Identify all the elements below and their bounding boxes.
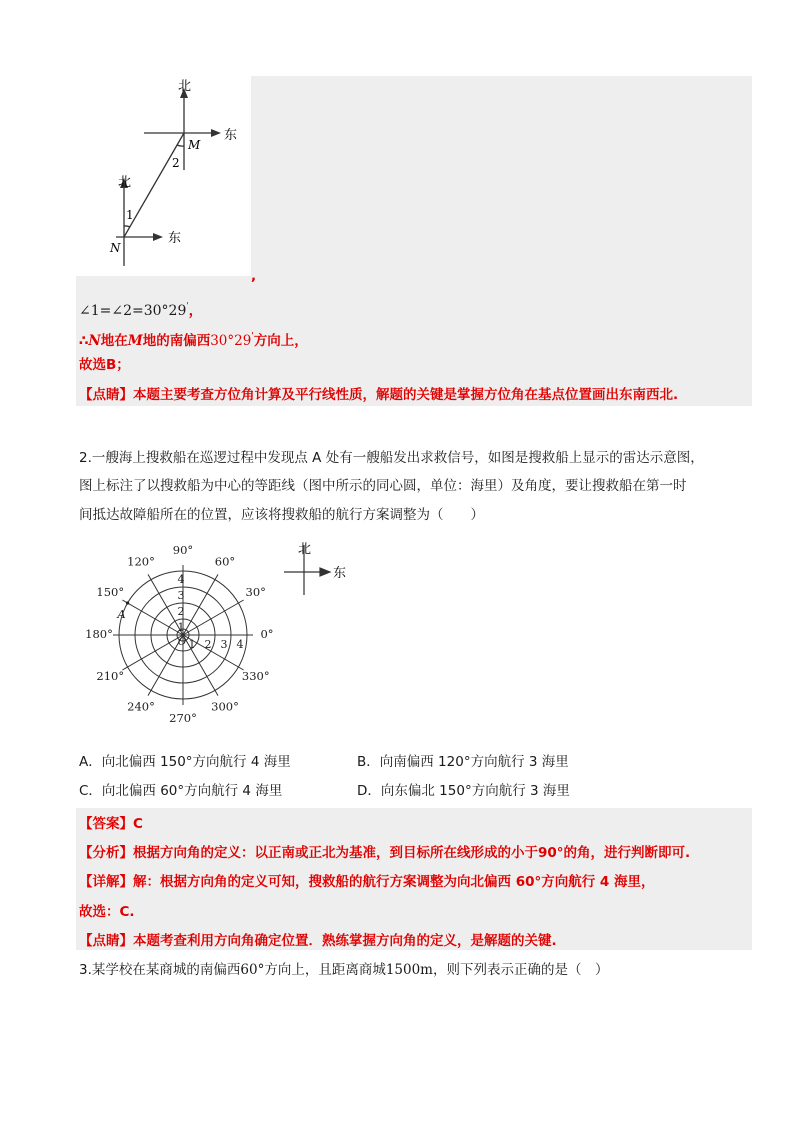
option-c: C．向北偏西 60°方向航行 4 海里 [79,783,283,799]
radar-spoke-30 [183,600,244,635]
conclusion-angle: 30°29 [210,333,252,349]
radar-ring-label-north-2: 2 [177,605,185,618]
comment1 [79,385,678,405]
radar-angle-label-0: 0° [260,627,274,641]
angle-arc-2 [177,145,184,146]
radar-point-a-label: A [117,607,126,621]
option-b: B．向南偏西 120°方向航行 3 海里 [357,754,569,770]
detail [79,872,655,892]
angle-equation-tail: ， [188,303,203,319]
choose-c: 故选：C. [79,904,135,920]
radar-angle-label-120: 120° [127,554,155,569]
radar-angle-label-300: 300° [211,699,239,714]
answer-c: 【答案】C [79,816,143,832]
compass-east-arrow [320,568,330,576]
conclusion-tail: 方向上， [253,333,308,349]
radar-spoke-60 [183,574,218,635]
radar-spoke-150 [122,600,183,635]
detail-tag: 【详解】 [79,874,133,890]
comment2 [79,931,557,951]
option-d: D．向东偏北 150°方向航行 3 海里 [357,783,570,799]
radar-ring-label-east-4: 4 [236,638,244,651]
angle-equation [79,296,203,321]
east-label-top: 东 [224,128,238,143]
radar-angle-label-210: 210° [96,669,125,683]
radar-angle-label-330: 330° [241,669,270,683]
direction-diagram [100,78,260,278]
detail-text: 解：根据方向角的定义可知，搜救船的航行方案调整为向北偏西 60°方向航行 4 海里， [133,874,655,890]
radar-ring-label-east-2: 2 [204,638,212,651]
label-m: M [188,138,201,152]
radar-angle-label-270: 270° [169,711,197,725]
point-n: N [88,333,101,349]
conclusion-sup: ' [251,331,254,340]
conclusion-mid2: 地的南偏西 [142,333,211,349]
comment2-text: 本题考查利用方向角确定位置．熟练掌握方向角的定义，是解题的关键. [133,933,557,949]
analysis-tag: 【分析】 [79,845,133,861]
north-label-bottom: 北 [118,175,132,190]
fig1-trailing-comma: , [251,268,257,284]
q3-prefix: 3.某学校在某商城的南偏西 [79,962,241,978]
angle-equation-text: ∠1=∠2=30°29 [79,303,187,319]
radar-angle-label-90: 90° [172,543,194,557]
label-2: 2 [172,156,180,170]
radar-point-a [126,601,129,604]
q2-line2: 图上标注了以搜救船为中心的等距线（图中所示的同心圆，单位：海里）及角度，要让搜救船在第一时 [79,478,687,494]
north-label-top: 北 [178,79,192,94]
point-m: M [127,333,143,349]
radar-angle-label-240: 240° [127,699,155,714]
choose-b: 故选B； [79,357,130,373]
angle-arc-1 [124,226,130,227]
angle-equation-sup: ' [186,301,189,310]
analysis-text: 根据方向角的定义：以正南或正北为基准，到目标所在线形成的小于90°的角，进行判断即可. [133,845,691,861]
q3-distance: 1500m [385,962,433,978]
radar-ring-label-north-3: 3 [177,589,185,602]
radar-ring-label-east-3: 3 [220,638,228,651]
therefore-symbol: ∴ [79,333,89,349]
comment2-tag: 【点睛】 [79,933,133,949]
solution1-shade-top [251,76,752,276]
radar-ring-label-east-1: 1 [188,638,196,651]
radar-angle-label-150: 150° [96,585,125,599]
q2-line3: 间抵达故障船所在的位置，应该将搜救船的航行方案调整为（ ） [79,507,484,523]
comment1-tag: 【点睛】 [79,387,133,403]
comment1-text: 本题主要考查方位角计算及平行线性质，解题的关键是掌握方位角在基点位置画出东南西北. [133,387,679,403]
label-1: 1 [126,208,134,222]
compass-north-label: 北 [298,541,312,557]
arrow-east-bottom [153,233,163,241]
analysis [79,843,690,863]
radar-angle-label-180: 180° [85,627,113,641]
q2-line1: 2.一艘海上搜救船在巡逻过程中发现点 A 处有一艘船发出求救信号，如图是搜救船上显示的雷达示意图， [79,450,704,466]
compass-east-label: 东 [333,566,347,581]
radar-angle-label-30: 30° [245,585,266,599]
radar-diagram [70,540,350,735]
option-a: A．向北偏西 150°方向航行 4 海里 [79,754,291,770]
arrow-east-top [211,129,221,137]
east-label-bottom: 东 [168,231,182,246]
radar-angle-label-60: 60° [214,554,236,569]
radar-ring-label-north-1: 1 [177,621,185,634]
q3-suffix: ，则下列表示正确的是（ ） [433,962,609,978]
radar-ring-label-north-4: 4 [177,573,185,586]
q3-mid: 方向上，且距离商城 [264,962,386,978]
radar-spoke-210 [122,635,183,670]
conclusion-line [79,326,308,351]
conclusion-mid: 地在 [100,333,128,349]
q3-line [79,960,609,980]
radar-center-label: O [177,637,187,648]
q3-angle: 60° [240,962,265,978]
label-n: N [110,241,121,255]
